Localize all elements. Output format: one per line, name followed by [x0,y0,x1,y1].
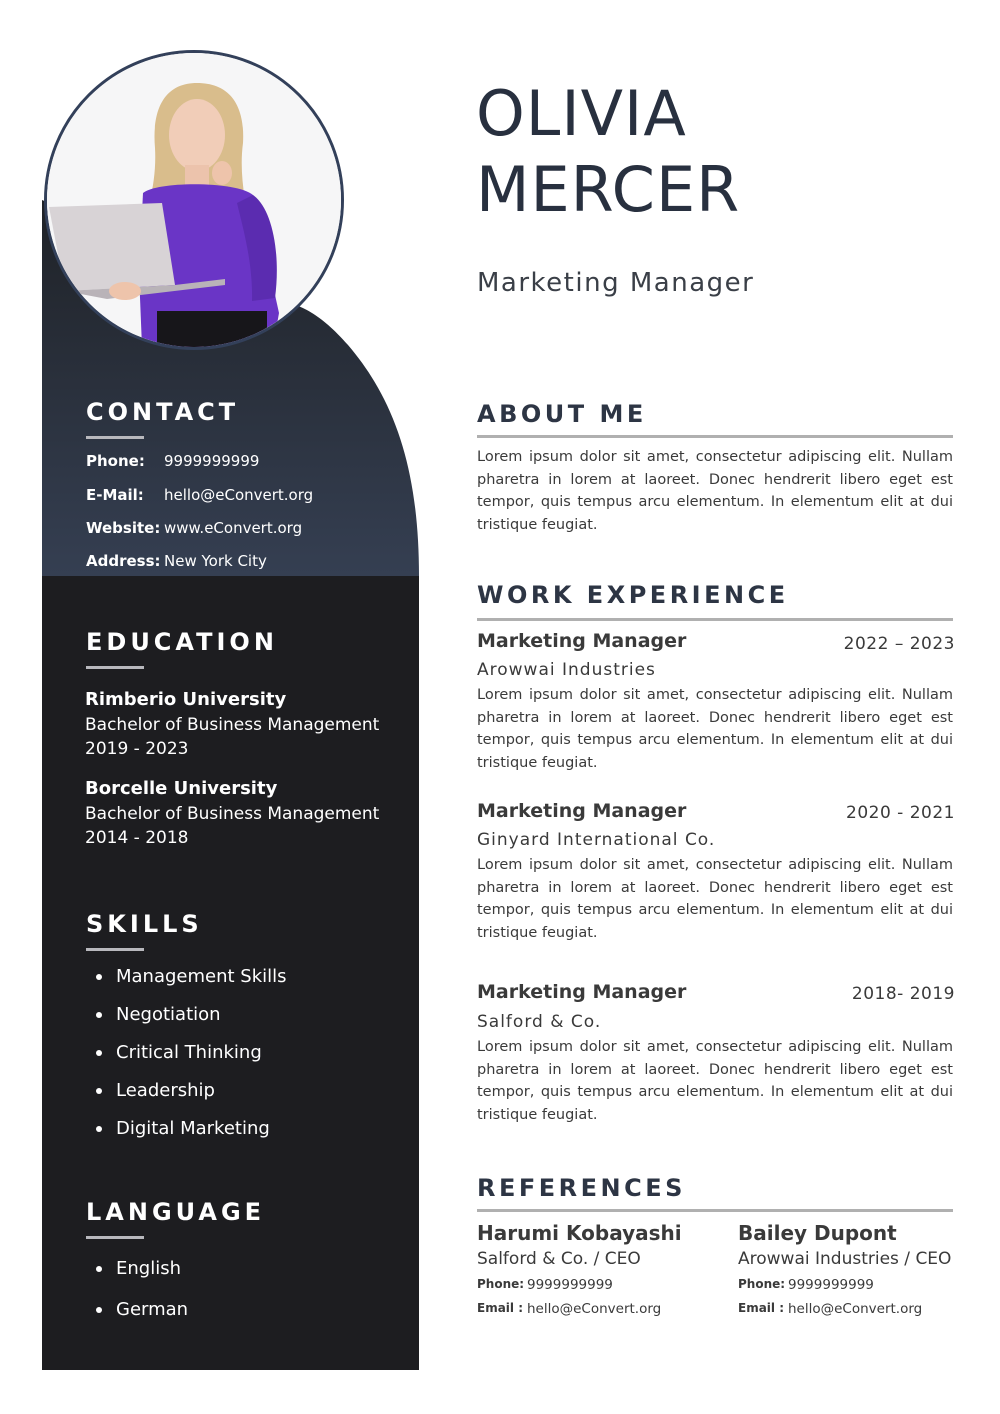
reference-email-value[interactable]: hello@eConvert.org [788,1301,923,1317]
language-item: English [94,1248,188,1289]
language-section [86,1198,265,1239]
education-divider [86,666,144,669]
job-years: 2018- 2019 [851,984,955,1004]
skills-heading: SKILLS [86,910,203,938]
contact-phone-value: 9999999999 [164,452,260,470]
reference-email-row [477,1301,682,1325]
job-description: Lorem ipsum dolor sit amet, consectetur adipiscing elit. Nullam pharetra in lorem at laoreet. Donec hendrerit libero eget est tempor, quis tempus arcu elementum. In elementum elit at dui tristique feugiat. [477,1039,953,1124]
job-role: Marketing Manager [477,981,687,1003]
job-description: Lorem ipsum dolor sit amet, consectetur adipiscing elit. Nullam pharetra in lorem at laoreet. Donec hendrerit libero eget est tempor, quis tempus arcu elementum. In elementum elit at dui tristique feugiat. [477,857,953,942]
reference-card [738,1219,951,1325]
job-company: Ginyard International Co. [477,830,716,850]
reference-name: Bailey Dupont [738,1221,897,1245]
education-heading: EDUCATION [86,628,278,656]
language-heading: LANGUAGE [86,1198,266,1226]
reference-email-value[interactable]: hello@eConvert.org [527,1301,662,1317]
reference-phone-value: 9999999999 [527,1277,613,1293]
profile-photo [44,50,344,350]
language-divider [86,1236,144,1239]
skills-divider [86,948,144,951]
about-heading: ABOUT ME [477,400,647,428]
contact-email-label: E-Mail: [86,486,144,504]
education-school: Borcelle University [85,778,278,799]
language-list [94,1248,188,1330]
reference-email-row [738,1301,951,1325]
skill-item: Leadership [94,1072,287,1110]
job-years: 2022 – 2023 [843,634,955,654]
contact-divider [86,436,144,439]
education-school: Rimberio University [85,689,287,710]
job-company: Salford & Co. [477,1012,602,1032]
experience-divider [477,618,953,621]
job-description: Lorem ipsum dolor sit amet, consectetur adipiscing elit. Nullam pharetra in lorem at laoreet. Donec hendrerit libero eget est tempor, quis tempus arcu elementum. In elementum elit at dui tristique feugiat. [477,687,953,772]
reference-phone-label: Phone: [477,1277,525,1291]
contact-address-label: Address: [86,552,161,570]
full-name [476,76,740,228]
reference-phone-value: 9999999999 [788,1277,874,1293]
reference-phone-label: Phone: [738,1277,786,1291]
about-divider [477,435,953,438]
about-text: Lorem ipsum dolor sit amet, consectetur adipiscing elit. Nullam pharetra in lorem at laoreet. Donec hendrerit libero eget est tempor, quis tempus arcu elementum. In elementum elit at dui tristique feugiat. [477,449,953,534]
reference-email-label: Email : [477,1301,524,1315]
education-item [85,776,379,850]
job-years: 2020 - 2021 [846,803,955,823]
references-heading: REFERENCES [477,1174,686,1202]
contact-section [86,398,239,439]
reference-card [477,1219,682,1325]
skill-item: Management Skills [94,958,287,996]
contact-phone-label: Phone: [86,452,145,470]
education-section [86,628,278,669]
job-role: Marketing Manager [477,630,687,652]
job-role: Marketing Manager [477,800,687,822]
experience-heading: WORK EXPERIENCE [477,581,789,609]
contact-website-value[interactable]: www.eConvert.org [164,519,303,537]
education-years: 2014 - 2018 [85,828,189,848]
reference-phone-row [738,1277,951,1301]
reference-email-label: Email : [738,1301,785,1315]
skill-item: Digital Marketing [94,1110,287,1148]
education-degree: Bachelor of Business Management [85,804,380,824]
education-item [85,687,379,761]
reference-role: Salford & Co. / CEO [477,1249,641,1269]
skill-item: Critical Thinking [94,1034,287,1072]
language-item: German [94,1289,188,1330]
skills-section [86,910,203,951]
last-name: MERCER [476,153,741,226]
skill-item: Negotiation [94,996,287,1034]
references-divider [477,1209,953,1212]
skills-list [94,958,287,1148]
education-years: 2019 - 2023 [85,739,189,759]
job-title: Marketing Manager [477,268,755,298]
contact-website-label: Website: [86,519,161,537]
contact-heading: CONTACT [86,398,240,426]
reference-name: Harumi Kobayashi [477,1221,682,1245]
first-name: OLIVIA [476,77,687,150]
job-company: Arowwai Industries [477,660,656,680]
contact-address-value: New York City [164,552,267,570]
education-degree: Bachelor of Business Management [85,715,380,735]
person-with-laptop-photo [47,53,341,347]
reference-role: Arowwai Industries / CEO [738,1249,952,1269]
reference-phone-row [477,1277,682,1301]
contact-email-value[interactable]: hello@eConvert.org [164,486,314,504]
